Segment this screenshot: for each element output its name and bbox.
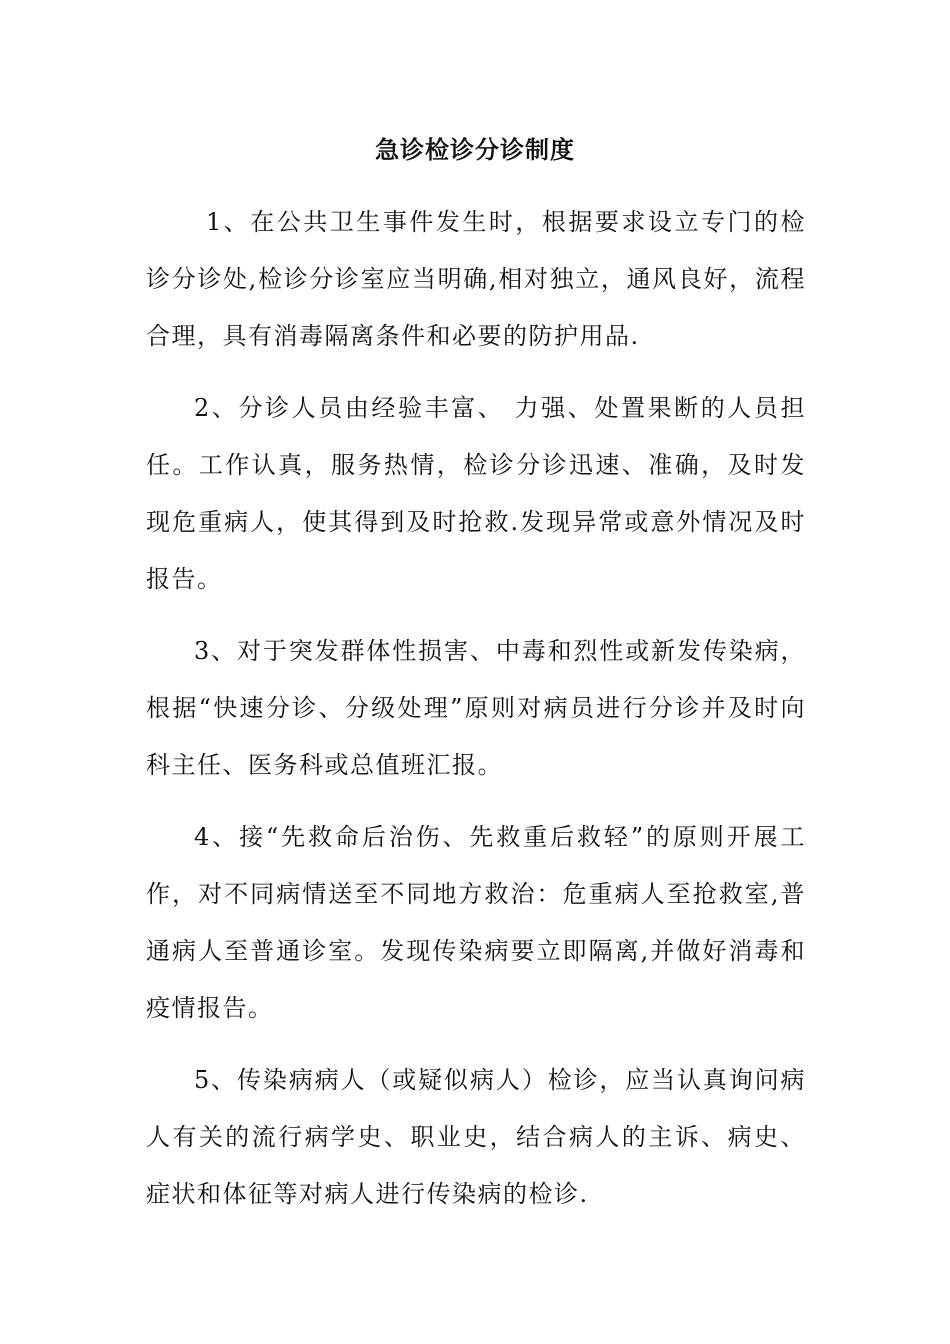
paragraph-1: 1、在公共卫生事件发生时，根据要求设立专门的检诊分诊处,检诊分诊室应当明确,相对独立，通风良好，流程合理，具有消毒隔离条件和必要的防护用品.: [146, 208, 806, 350]
paragraph-2: 2、分诊人员由经验丰富、 力强、处置果断的人员担任。工作认真，服务热情，检诊分诊迅速、准确，及时发现危重病人，使其得到及时抢救.发现异常或意外情况及时报告。: [146, 394, 806, 593]
document-body: [146, 194, 806, 1238]
paragraph-5: 5、传染病病人（或疑似病人）检诊，应当认真询问病人有关的流行病学史、职业史，结合病人的主诉、病史、症状和体征等对病人进行传染病的检诊.: [146, 1066, 806, 1208]
paragraph-4: 4、接“先救命后治伤、先救重后救轻”的原则开展工作，对不同病情送至不同地方救治：危重病人至抢救室,普通病人至普通诊室。发现传染病要立即隔离,并做好消毒和疫情报告。: [146, 823, 806, 1022]
paragraph-3: 3、对于突发群体性损害、中毒和烈性或新发传染病，根据“快速分诊、分级处理”原则对病员进行分诊并及时向科主任、医务科或总值班汇报。: [146, 637, 806, 779]
document-title: 急诊检诊分诊制度: [375, 135, 575, 164]
